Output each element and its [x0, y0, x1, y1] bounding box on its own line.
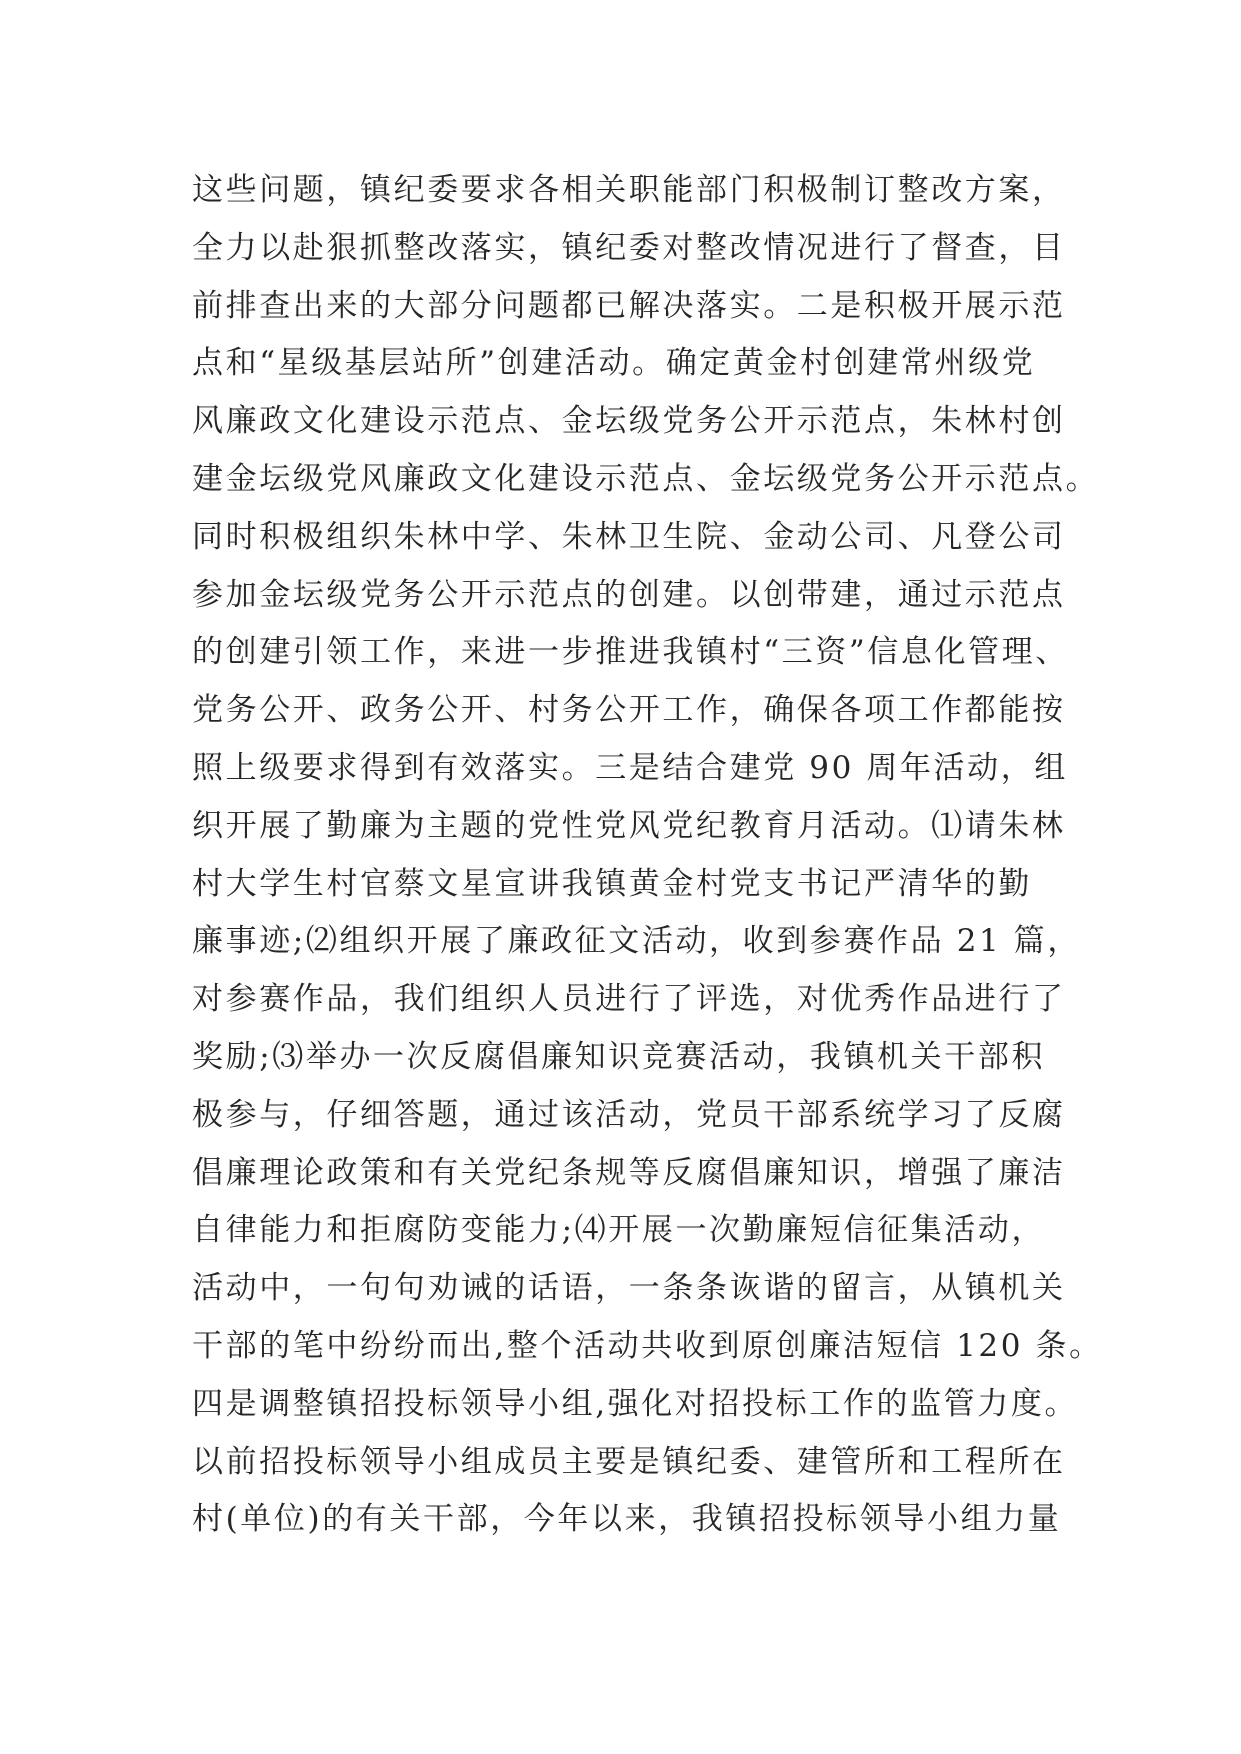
text-line: 织开展了勤廉为主题的党性党风党纪教育月活动。⑴请朱林: [192, 807, 1066, 844]
text-line: 参加金坛级党务公开示范点的创建。以创带建，通过示范点: [192, 576, 1066, 613]
text-line: 前排查出来的大部分问题都已解决落实。二是积极开展示范: [192, 287, 1066, 324]
text-line: 这些问题，镇纪委要求各相关职能部门积极制订整改方案，: [192, 172, 1066, 208]
text-line: 全力以赴狠抓整改落实，镇纪委对整改情况进行了督查，目: [192, 229, 1066, 266]
text-line: 自律能力和拒腐防变能力;⑷开展一次勤廉短信征集活动，: [192, 1212, 1046, 1249]
text-line: 极参与，仔细答题，通过该活动，党员干部系统学习了反腐: [192, 1096, 1066, 1133]
text-line: 倡廉理论政策和有关党纪条规等反腐倡廉知识，增强了廉洁: [192, 1154, 1066, 1191]
text-line: 照上级要求得到有效落实。三是结合建党 90 周年活动，组: [192, 749, 1068, 786]
text-line: 的创建引领工作，来进一步推进我镇村“三资”信息化管理、: [192, 634, 1069, 671]
text-line: 以前招投标领导小组成员主要是镇纪委、建管所和工程所在: [192, 1443, 1066, 1480]
text-line: 奖励;⑶举办一次反腐倡廉知识竞赛活动，我镇机关干部积: [192, 1038, 1046, 1075]
text-line: 党务公开、政务公开、村务公开工作，确保各项工作都能按: [192, 692, 1066, 729]
text-line: 活动中，一句句劝诫的话语，一条条诙谐的留言，从镇机关: [192, 1270, 1066, 1307]
text-line: 廉事迹;⑵组织开展了廉政征文活动，收到参赛作品 21 篇，: [192, 923, 1081, 960]
text-line: 干部的笔中纷纷而出,整个活动共收到原创廉洁短信 120 条。: [192, 1327, 1103, 1364]
text-line: 村大学生村官蔡文星宣讲我镇黄金村党支书记严清华的勤: [192, 865, 1032, 902]
text-line: 村(单位)的有关干部，今年以来，我镇招投标领导小组力量: [192, 1501, 1062, 1538]
text-line: 点和“星级基层站所”创建活动。确定黄金村创建常州级党: [192, 345, 1036, 382]
body-text: [192, 162, 1103, 1549]
text-line: 建金坛级党风廉政文化建设示范点、金坛级党务公开示范点。: [192, 460, 1100, 497]
text-line: 同时积极组织朱林中学、朱林卫生院、金动公司、凡登公司: [192, 518, 1066, 555]
text-line: 风廉政文化建设示范点、金坛级党务公开示范点，朱林村创: [192, 403, 1066, 440]
text-line: 对参赛作品，我们组织人员进行了评选，对优秀作品进行了: [192, 981, 1066, 1018]
text-line: 四是调整镇招投标领导小组,强化对招投标工作的监管力度。: [192, 1385, 1079, 1422]
